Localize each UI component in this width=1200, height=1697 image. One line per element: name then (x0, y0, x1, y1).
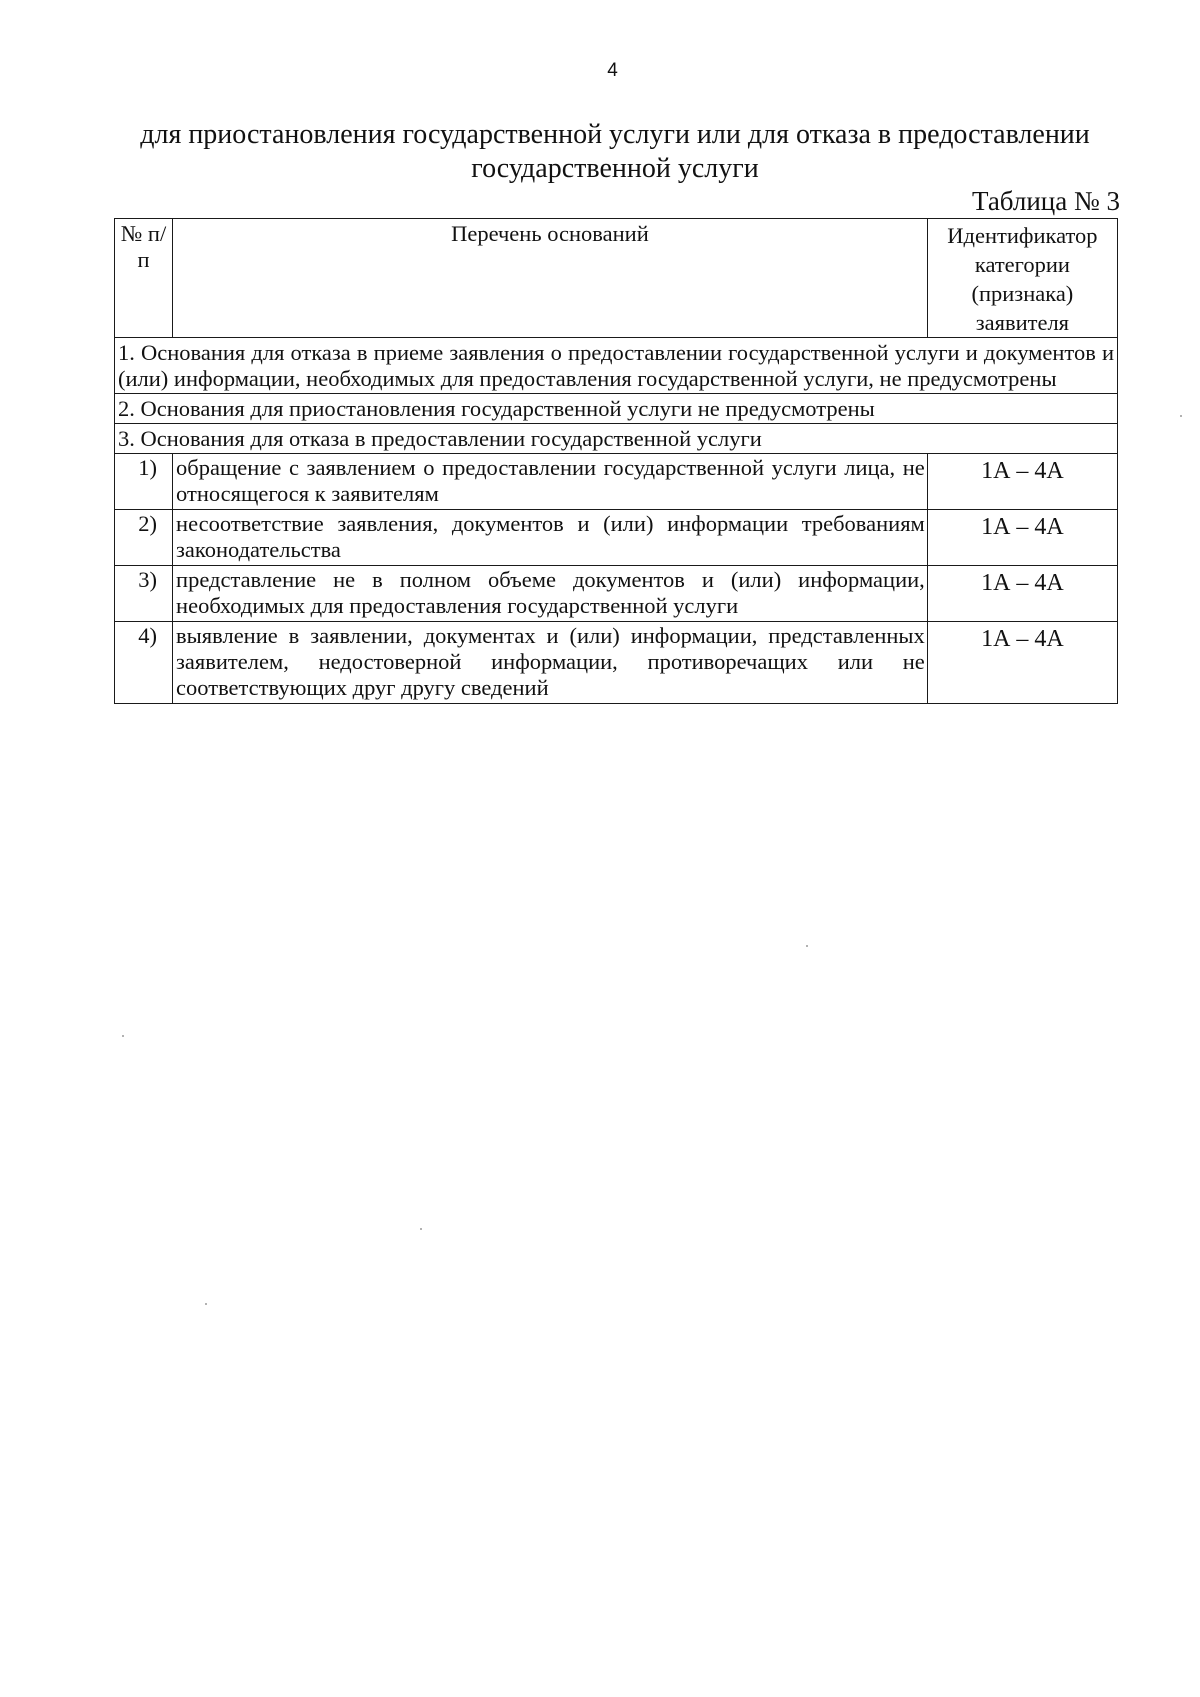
scan-speck (205, 1303, 207, 1305)
section-row (115, 338, 1118, 394)
page-heading: для приостановления государственной услуги или для отказа в предоставлении государственной услуги (140, 119, 1090, 184)
row-ground-text: несоответствие заявления, документов и (или) информации требованиям законодательства (173, 510, 928, 566)
table-header-row (115, 219, 1118, 338)
page-number: 4 (607, 60, 618, 81)
section-row (115, 394, 1118, 424)
row-number: 1) (115, 454, 173, 510)
header-num: № п/п (115, 219, 173, 338)
header-grounds: Перечень оснований (173, 219, 928, 338)
row-ground-text: выявление в заявлении, документах и (или) информации, представленных заявителем, недостоверной информации, противоречащих или не соответствующих друг другу сведений (173, 622, 928, 704)
scan-speck (420, 1228, 422, 1230)
section-row (115, 424, 1118, 454)
table-row (115, 566, 1118, 622)
scan-speck (806, 945, 808, 947)
header-identifier: Идентификатор категории (признака) заявителя (927, 219, 1117, 338)
row-identifier: 1А – 4А (927, 454, 1117, 510)
table-row (115, 510, 1118, 566)
row-identifier: 1А – 4А (927, 622, 1117, 704)
row-number: 3) (115, 566, 173, 622)
row-number: 4) (115, 622, 173, 704)
section-1: 1. Основания для отказа в приеме заявления о предоставлении государственной услуги и документов и (или) информации, необходимых для предоставления государственной услуги, не предусмотрены (115, 338, 1118, 394)
grounds-table (114, 218, 1118, 704)
table-caption: Таблица № 3 (972, 186, 1120, 216)
table-row (115, 454, 1118, 510)
table-row (115, 622, 1118, 704)
scan-speck (122, 1035, 124, 1037)
row-identifier: 1А – 4А (927, 510, 1117, 566)
row-ground-text: представление не в полном объеме документов и (или) информации, необходимых для предоставления государственной услуги (173, 566, 928, 622)
section-2: 2. Основания для приостановления государственной услуги не предусмотрены (115, 394, 1118, 424)
row-identifier: 1А – 4А (927, 566, 1117, 622)
row-number: 2) (115, 510, 173, 566)
scan-speck (1180, 415, 1182, 417)
section-3: 3. Основания для отказа в предоставлении государственной услуги (115, 424, 1118, 454)
row-ground-text: обращение с заявлением о предоставлении государственной услуги лица, не относящегося к заявителям (173, 454, 928, 510)
